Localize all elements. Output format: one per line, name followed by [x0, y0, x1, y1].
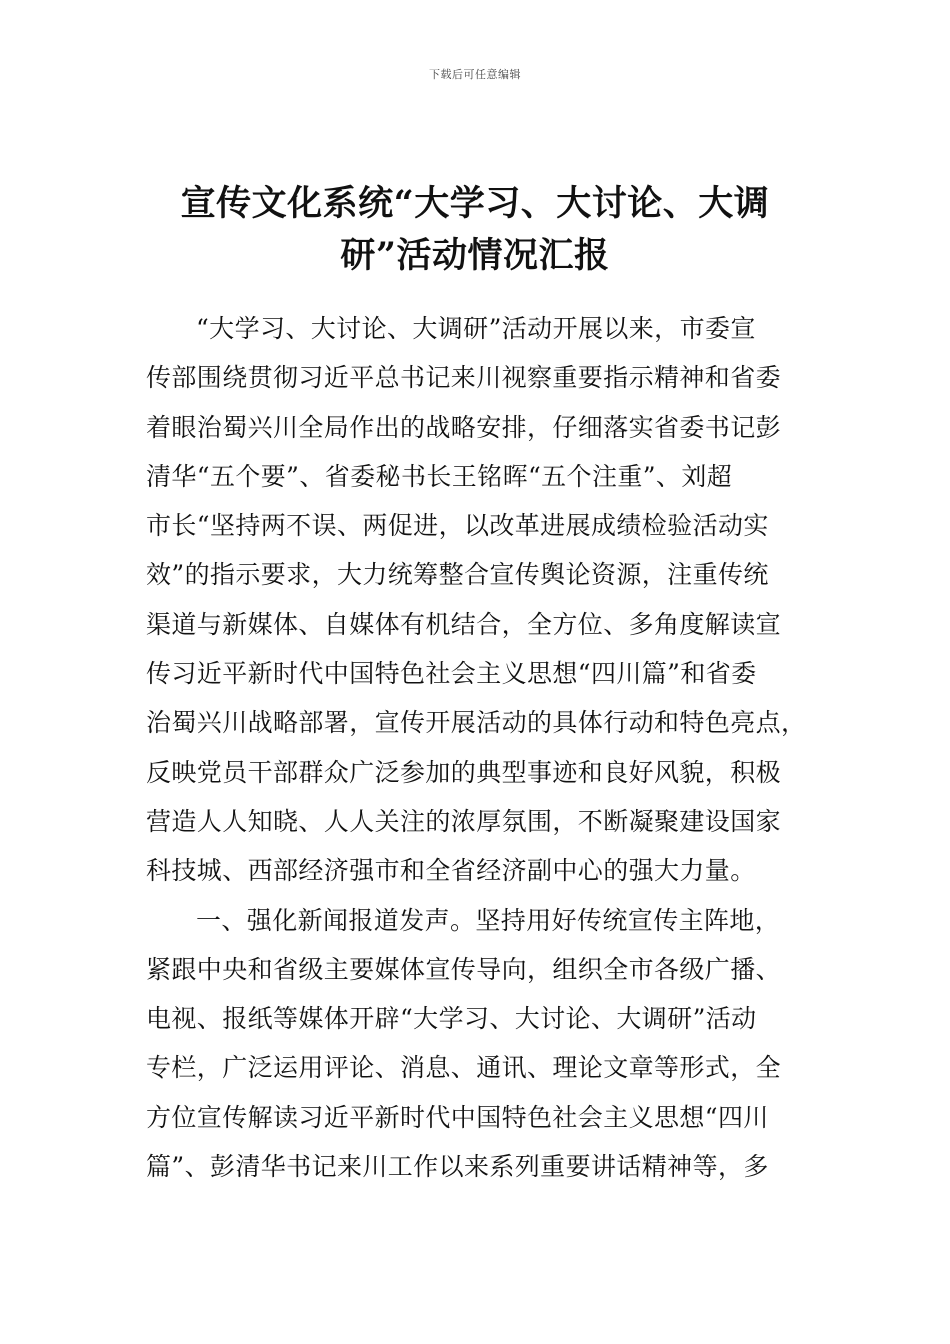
paragraph-section-one — [146, 896, 806, 1192]
text-line: 专栏，广泛运用评论、消息、通讯、理论文章等形式，全 — [146, 1053, 782, 1083]
page-header-note: 下载后可任意编辑 — [429, 68, 521, 81]
title-line: 宣传文化系统“大学习、大讨论、大调 — [180, 183, 770, 224]
text-line: 反映党员干部群众广泛参加的典型事迹和良好风貌，积极 — [146, 757, 782, 787]
text-line: 营造人人知晓、人人关注的浓厚氛围，不断凝聚建设国家 — [146, 806, 782, 836]
text-line: 效”的指示要求，大力统筹整合宣传舆论资源，注重传统 — [146, 560, 769, 590]
text-line: 科技城、西部经济强市和全省经济副中心的强大力量。 — [146, 856, 756, 886]
text-line: 着眼治蜀兴川全局作出的战略安排，仔细落实省委书记彭 — [146, 412, 782, 442]
document-body — [146, 304, 806, 1191]
text-line: “大学习、大讨论、大调研”活动开展以来，市委宣 — [196, 314, 756, 343]
document-title — [150, 178, 800, 282]
text-line: 渠道与新媒体、自媒体有机结合，全方位、多角度解读宣 — [146, 609, 782, 639]
text-line: 市长“坚持两不误、两促进，以改革进展成绩检验活动实 — [146, 511, 769, 541]
paragraph-intro — [146, 304, 806, 896]
text-line: 传习近平新时代中国特色社会主义思想“四川篇”和省委 — [146, 659, 757, 689]
text-line: 一、强化新闻报道发声。坚持用好传统宣传主阵地， — [196, 905, 781, 935]
title-line: 研”活动情况汇报 — [340, 235, 610, 276]
text-line: 方位宣传解读习近平新时代中国特色社会主义思想“四川 — [146, 1102, 769, 1132]
text-line: 治蜀兴川战略部署，宣传开展活动的具体行动和特色亮点， — [146, 708, 807, 738]
text-line: 清华“五个要”、省委秘书长王铭晖“五个注重”、刘超 — [146, 461, 733, 491]
text-line: 电视、报纸等媒体开辟“大学习、大讨论、大调研”活动 — [146, 1004, 757, 1034]
text-line: 传部围绕贯彻习近平总书记来川视察重要指示精神和省委 — [146, 363, 782, 393]
text-line: 篇”、彭清华书记来川工作以来系列重要讲话精神等，多 — [146, 1152, 769, 1182]
text-line: 紧跟中央和省级主要媒体宣传导向，组织全市各级广播、 — [146, 954, 782, 984]
